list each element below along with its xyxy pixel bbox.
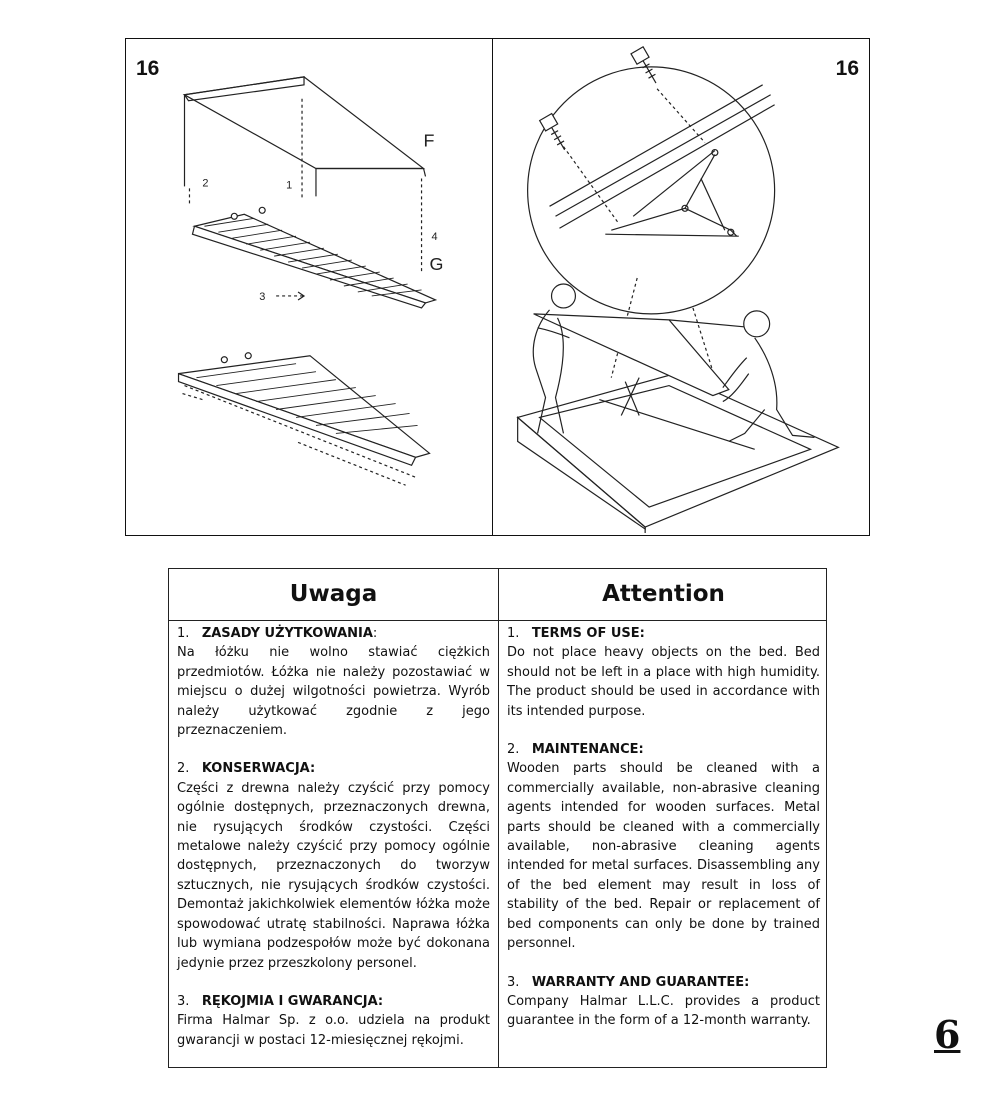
polish-section-3 — [177, 992, 490, 1050]
lift-mechanism-drawing — [493, 39, 869, 535]
label-4: 4 — [431, 231, 438, 244]
step-diagram-right — [493, 39, 869, 535]
section-number: 3. — [177, 993, 190, 1009]
section-number: 2. — [507, 742, 520, 758]
section-heading-text: RĘKOJMIA I GWARANCJA: — [201, 993, 384, 1009]
section-heading-text: WARRANTY AND GUARANTEE: — [531, 974, 750, 990]
assembly-figure — [125, 38, 870, 536]
english-section-3 — [507, 973, 820, 1031]
english-column — [499, 569, 828, 1067]
section-heading-text: TERMS OF USE: — [531, 626, 645, 641]
polish-column — [169, 569, 498, 1067]
section-number: 3. — [507, 974, 520, 990]
section-text: Company Halmar L.L.C. provides a product guarantee in the form of a 12-month warranty. — [507, 993, 820, 1029]
label-1: 1 — [286, 179, 293, 192]
label-2: 2 — [202, 177, 209, 190]
section-number: 2. — [177, 761, 190, 777]
polish-section-2 — [177, 759, 490, 972]
polish-body — [169, 620, 498, 1050]
english-body — [499, 620, 828, 1031]
section-heading — [507, 973, 820, 992]
section-heading — [507, 624, 820, 643]
section-text: Na łóżku nie wolno stawiać ciężkich przedmiotów. Łóżka nie należy pozostawiać w miejscu o dużej wilgotności powietrza. Wyrób należy użytkować zgodnie z jego przeznaczeniem. — [177, 645, 490, 739]
section-heading-text: MAINTENANCE: — [531, 742, 644, 758]
section-text: Firma Halmar Sp. z o.o. udziela na produkt gwarancji w postaci 12-miesięcznej rękojmi. — [177, 1013, 490, 1048]
section-text: Części z drewna należy czyścić przy pomocy ogólnie dostępnych, przeznaczonych drewna, nie rysujących środków czystości. Części metalowe należy czyścić przy pomocy ogólnie dostępnych, przeznaczonych do tworzyw sztucznych, nie rysujących środków czystości. Demontaż jakichkolwiek elementów łóżka może spowodować utratę stabilności. Naprawa łóżka lub wymiana podzespołów może być dokonana jedynie przez przeszkolony personel. — [177, 780, 490, 971]
section-heading — [177, 624, 490, 643]
section-text: Wooden parts should be cleaned with a commercially available, non-abrasive cleaning agents intended for wooden surfaces. Metal parts should be cleaned with a commercially available, non-abrasive cleaning agents intended for metal surfaces. Disassembling any of the bed element may result in loss of stability of the bed. Repair or replacement of bed components can only be done by trained personnel. — [507, 761, 820, 952]
section-text: Do not place heavy objects on the bed. Bed should not be left in a place with high humidity. The product should be used in accordance with its intended purpose. — [507, 645, 820, 719]
section-heading — [177, 992, 490, 1011]
label-f: F — [423, 130, 435, 151]
english-title: Attention — [602, 581, 725, 607]
step-diagram-left — [126, 39, 492, 535]
section-heading — [507, 740, 820, 759]
step-number-left: 16 — [136, 57, 160, 80]
section-number: 1. — [507, 626, 520, 641]
english-section-2 — [507, 740, 820, 953]
step-number-right: 16 — [835, 57, 859, 80]
section-heading-text: ZASADY UŻYTKOWANIA — [201, 626, 373, 641]
label-3: 3 — [259, 290, 266, 303]
notice-table — [168, 568, 827, 1068]
section-heading-suffix: : — [372, 626, 378, 641]
section-number: 1. — [177, 626, 190, 641]
frame-assembly-drawing — [126, 39, 492, 535]
english-section-1 — [507, 624, 820, 721]
label-g: G — [429, 254, 444, 275]
page-number: 6 — [934, 1012, 961, 1057]
section-heading-text: KONSERWACJA: — [201, 761, 316, 777]
polish-title: Uwaga — [289, 581, 378, 607]
polish-section-1 — [177, 624, 490, 740]
section-heading — [177, 759, 490, 778]
